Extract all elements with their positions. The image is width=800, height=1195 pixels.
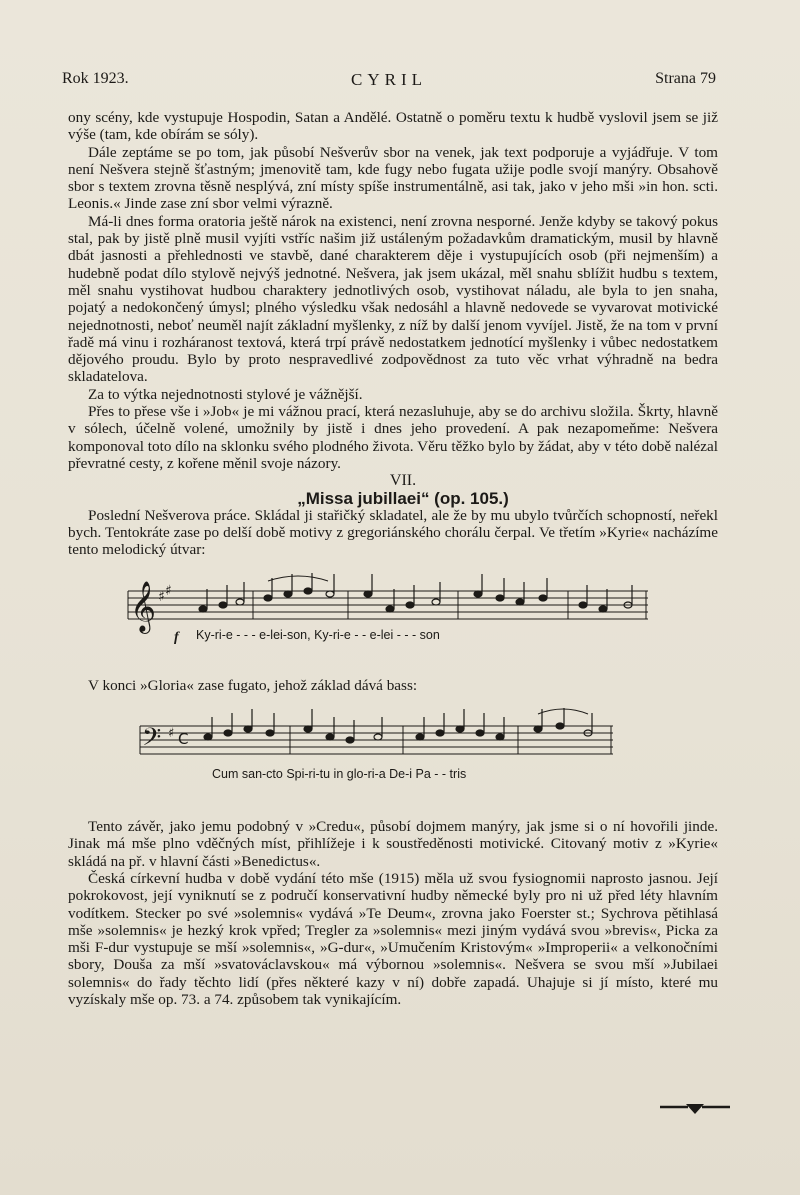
paragraph: Dále zeptáme se po tom, jak působí Nešverův sbor na venek, jak text podporuje a vyjádřuje. V tom není Nešvera stejně šťastným; jmenovitě tam, kde fugy nebo fugata užije podle svojí manýry. Obsahově sbor s textem zrovna těsně nesplývá, zní místy spíše instrumentálně, asi tak, jako v jeho mši »in hon. scti. Leonis.« Jinde zase zní sbor velmi výrazně. (68, 143, 718, 213)
sharp-icon: ♯ (165, 582, 172, 599)
paragraph: Přes to přese vše i »Job« je mi vážnou prací, která nezasluhuje, aby se do archivu složila. Škrty, hlavně v sólech, účelně volené, umožnily by jistě i dnes jeho provedení. A pak nezapomeňme: Nešvera komponoval toto dílo na sklonku svého plodného života. Věru těžko bylo by žádat, aby v této době nalézal převratné cesty, z kořene měnil svoje názory. (68, 403, 718, 472)
section-title: „Missa jubillaei“ (op. 105.) (297, 488, 509, 508)
sharp-icon: ♯ (168, 726, 175, 742)
time-signature: C (178, 730, 189, 749)
page-header (62, 70, 716, 94)
music-example-gloria (68, 704, 718, 808)
paragraph: Tento závěr, jako jemu podobný v »Credu«, působí dojmem manýry, jak jsme si o ní hovořili jinde. Jinak má mše plno vděčných míst, přihlížeje i k soustředěnosti motivické. Citovaný motiv z »Kyrie« skládá na př. v hlavní části »Benedictus«. (68, 818, 718, 870)
section-number: VII. (389, 472, 417, 490)
paragraph: Poslední Nešverova práce. Skládal ji stařičký skladatel, ale že by mu ubylo tvůrčích schopností, neřekl bych. Tentokráte zase po delší době motivy z gregoriánského chorálu čerpal. Ve třetím »Kyrie« nacházíme tento melodický útvar: (68, 506, 718, 559)
paragraph: Česká církevní hudba v době vydání této mše (1915) měla už svou fysiognomii naprosto jasnou. Její pokrokovost, její vyniknutí se z područí konservativní hudby německé byly pro ni už před léty hlavním vodítkem. Stecker po své »solemnis« vydává »Te Deum«, zrovna jako Foerster st.; Sychrova pětihlasá mše »solemnis« je hezký krok vpřed; Tregler za »solemnis« mezi jiným vydává svou »brevis«, Picka za mši F-dur vystupuje se mší »solemnis«, »G-dur«, »Umučením Kristovým« »Improperii« a velkonočními sbory, Douša za mší »svatováclavskou« má výbornou »solemnis«. Nešvera se svou mší »Jubilaei solemnis« do řady těchto lidí (přes některé kazy v ní) dobře zapadá. Uhajuje si jí místo, které mu vyzískaly mše op. 73. a 74. způsobem tak vynikajícím. (68, 869, 718, 1008)
header-page-number: Strana 79 (655, 70, 716, 87)
paragraph: ony scény, kde vystupuje Hospodin, Satan a Andělé. Ostatně o poměru textu k hudbě vyslovil jsem se již výše (tam, kde obírám se sóly). (68, 109, 718, 144)
music-example-kyrie (68, 569, 718, 667)
paragraph: V konci »Gloria« zase fugato, jehož základ dává bass: (88, 676, 418, 694)
paragraph: Za to výtka nejednotnosti stylové je vážnější. (88, 385, 363, 403)
treble-clef-icon: 𝄞 (130, 580, 157, 632)
dynamic-marking: f (174, 629, 179, 645)
music-lyrics-gloria: Cum san-cto Spi-ri-tu in glo-ri-a De-i Pa - - tris (212, 767, 467, 782)
paragraph: Má-li dnes forma oratoria ještě nárok na existenci, není zrovna nesporné. Jenže kdyby se takový pokus stal, pak by jistě plně musil vyjíti vstříc našim již ustáleným požadavkům dramatickým, musil by hlavně dbát jasnosti a přehlednosti ve stavbě, dané charakterem děje i vystupujících osob (při nejmenším) a hudebně podat dílo stylově nejvýš jednotné. Nešvera, jak jsem ukázal, měl snahu sblížit hudbu s textem, měl snahu vystihovat hudbou charaktery jednotlivých osob, vystihovat náladu, ale byla to jen snaha, pojatý a nedokončený úmysl; plného výsledku však nedosáhl a hlavně nedovede se vyvarovat motivické nejednotnosti, neboť neuměl najít základní myšlenky, z níž by další jenom vyvíjel. Jistě, že na tom v první řadě má vinu i rozháranost textová, která trpí právě nedostatkem jednotící myšlenky i vůbec nedostatkem dějového proudu. Bylo by proto nespravedlivé zodpovědnost za tuto věc vrhat výhradně na bedra skladatelova. (68, 212, 718, 386)
music-lyrics-kyrie: Ky-ri-e - - - e-lei-son, Ky-ri-e - - e-lei - - - son (196, 627, 440, 642)
bass-clef-icon: 𝄢 (142, 723, 162, 759)
end-ornament-icon (660, 1102, 730, 1116)
article-body (68, 109, 718, 1008)
header-journal-title: CYRIL (351, 70, 427, 89)
header-year: Rok 1923. (62, 70, 129, 87)
sharp-icon: ♯ (158, 588, 165, 605)
